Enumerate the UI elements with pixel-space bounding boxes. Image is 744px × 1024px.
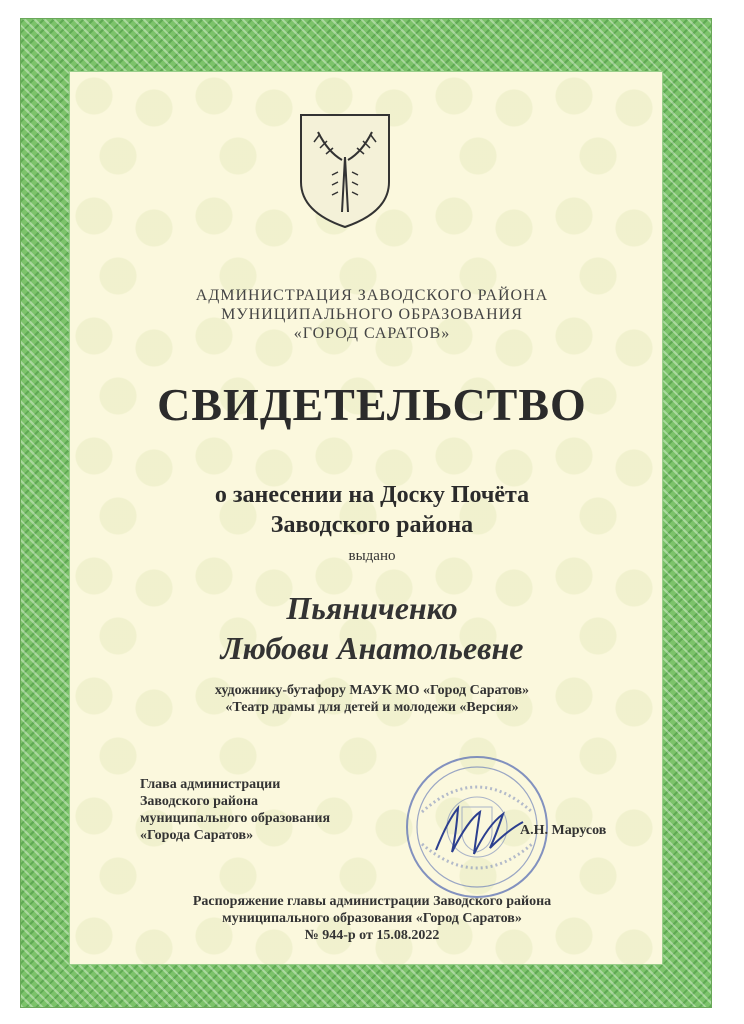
- recipient-name: [0, 588, 744, 668]
- administration-line: «ГОРОД САРАТОВ»: [293, 325, 451, 342]
- administration-line: МУНИЦИПАЛЬНОГО ОБРАЗОВАНИЯ: [221, 306, 523, 323]
- recipient-surname: Пьяниченко: [286, 590, 458, 626]
- decree-line: № 944-р от 15.08.2022: [304, 928, 440, 943]
- administration-heading: [0, 286, 744, 343]
- head-of-administration: [140, 776, 330, 844]
- subtitle-line: о занесении на Доску Почёта: [214, 482, 530, 508]
- decree-line: Распоряжение главы администрации Заводского района: [192, 894, 552, 909]
- position-line: художнику-бутафору МАУК МО «Город Саратов»: [214, 683, 530, 698]
- head-line: Заводского района: [140, 794, 259, 809]
- recipient-position: [0, 682, 744, 716]
- certificate-subtitle: [0, 480, 744, 540]
- signature-icon: [428, 800, 528, 860]
- head-line: «Города Саратов»: [140, 828, 254, 843]
- signer-name: А.Н. Марусов: [520, 823, 607, 838]
- decree-reference: [0, 893, 744, 944]
- subtitle-line: Заводского района: [270, 512, 474, 538]
- decree-line: муниципального образования «Город Саратов»: [222, 911, 522, 926]
- position-line: «Театр драмы для детей и молодежи «Версия»: [225, 700, 519, 715]
- issued-label: выдано: [348, 548, 396, 564]
- administration-line: АДМИНИСТРАЦИЯ ЗАВОДСКОГО РАЙОНА: [195, 287, 549, 304]
- certificate-title: СВИДЕТЕЛЬСТВО: [157, 379, 587, 430]
- coat-of-arms-icon: [298, 112, 392, 230]
- head-line: муниципального образования: [140, 811, 331, 826]
- head-line: Глава администрации: [140, 777, 281, 792]
- recipient-given-names: Любови Анатольевне: [220, 630, 524, 666]
